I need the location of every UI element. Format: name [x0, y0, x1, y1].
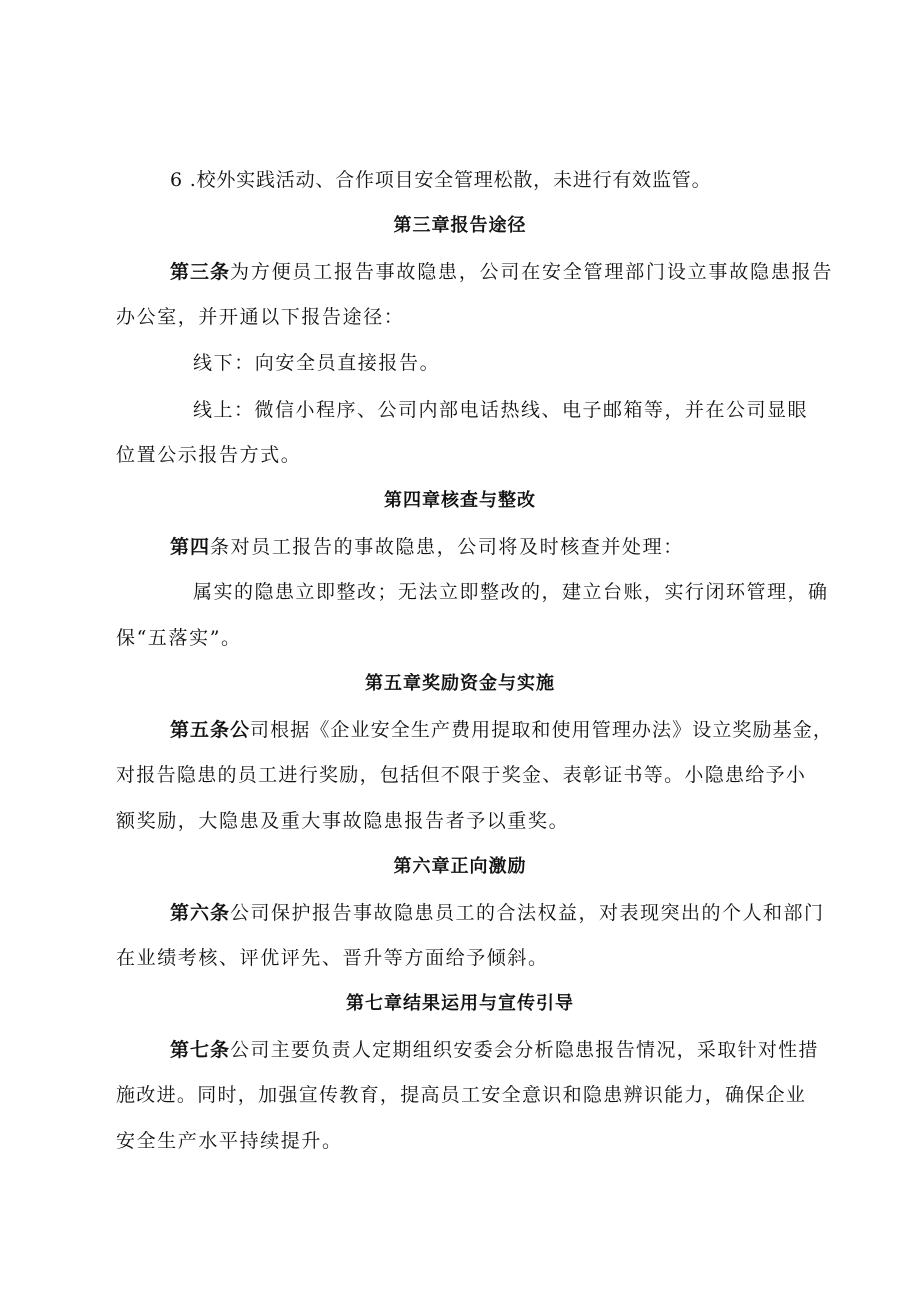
article-4-label: 第四: [170, 536, 211, 558]
chapter-3-heading: 第三章报告途径: [393, 215, 527, 236]
article-4-text-1: 条对员工报告的事故隐患，公司将及时核查并处理：: [210, 536, 684, 558]
article-4-line-1: [170, 535, 684, 559]
chapter-4-heading: 第四章核查与整改: [384, 490, 536, 511]
article-3-label: 第三条: [170, 261, 231, 283]
article-7-line-2: 施改进。同时，加强宣传教育，提高员工安全意识和隐患辨识能力，确保企业: [116, 1084, 807, 1106]
chapter-6-heading: 第六章正向激励: [393, 856, 527, 877]
article-3-line-1: [170, 260, 833, 284]
item-6: [170, 168, 711, 192]
article-5-label: 第五条公: [170, 719, 251, 741]
article-4-para-line-1: 属实的隐患立即整改；无法立即整改的，建立台账，实行闭环管理，确: [193, 581, 829, 603]
item-6-number: 6: [170, 169, 183, 191]
article-5-line-2: 对报告隐患的员工进行奖励，包括但不限于奖金、表彰证书等。小隐患给予小: [116, 764, 807, 786]
article-6-text-1: 公司保护报告事故隐患员工的合法权益，对表现突出的个人和部门: [230, 902, 825, 924]
article-7-label: 第七条: [170, 1039, 231, 1061]
article-5-line-1: [170, 718, 833, 742]
article-6-label: 第六条: [170, 902, 231, 924]
article-3-line-2: 办公室，并开通以下报告途径：: [116, 306, 405, 328]
article-5-line-3: 额奖励，大隐患及重大事故隐患报告者予以重奖。: [116, 810, 570, 832]
article-6-line-1: [170, 901, 825, 925]
offline-channel: 线下：向安全员直接报告。: [193, 352, 441, 374]
article-6-line-2: 在业绩考核、评优评先、晋升等方面给予倾斜。: [116, 947, 549, 969]
article-7-line-1: [170, 1038, 819, 1062]
article-7-line-3: 安全生产水平持续提升。: [116, 1130, 343, 1152]
item-6-text: .校外实践活动、合作项目安全管理松散，未进行有效监管。: [189, 169, 712, 191]
article-5-text-1: 司根据《企业安全生产费用提取和使用管理办法》设立奖励基金，: [250, 719, 833, 741]
article-3-text-1: 为方便员工报告事故隐患，公司在安全管理部门设立事故隐患报告: [230, 261, 834, 283]
online-channel-line-2: 位置公示报告方式。: [116, 444, 302, 466]
chapter-7-heading: 第七章结果运用与宣传引导: [346, 993, 574, 1014]
chapter-5-heading: 第五章奖励资金与实施: [365, 673, 555, 694]
article-7-text-1: 公司主要负责人定期组织安委会分析隐患报告情况，采取针对性措: [230, 1039, 819, 1061]
online-channel-line-1: 线上：微信小程序、公司内部电话热线、电子邮箱等，并在公司显眼: [193, 399, 809, 421]
article-4-para-line-2: 保“五落实”。: [116, 627, 242, 649]
